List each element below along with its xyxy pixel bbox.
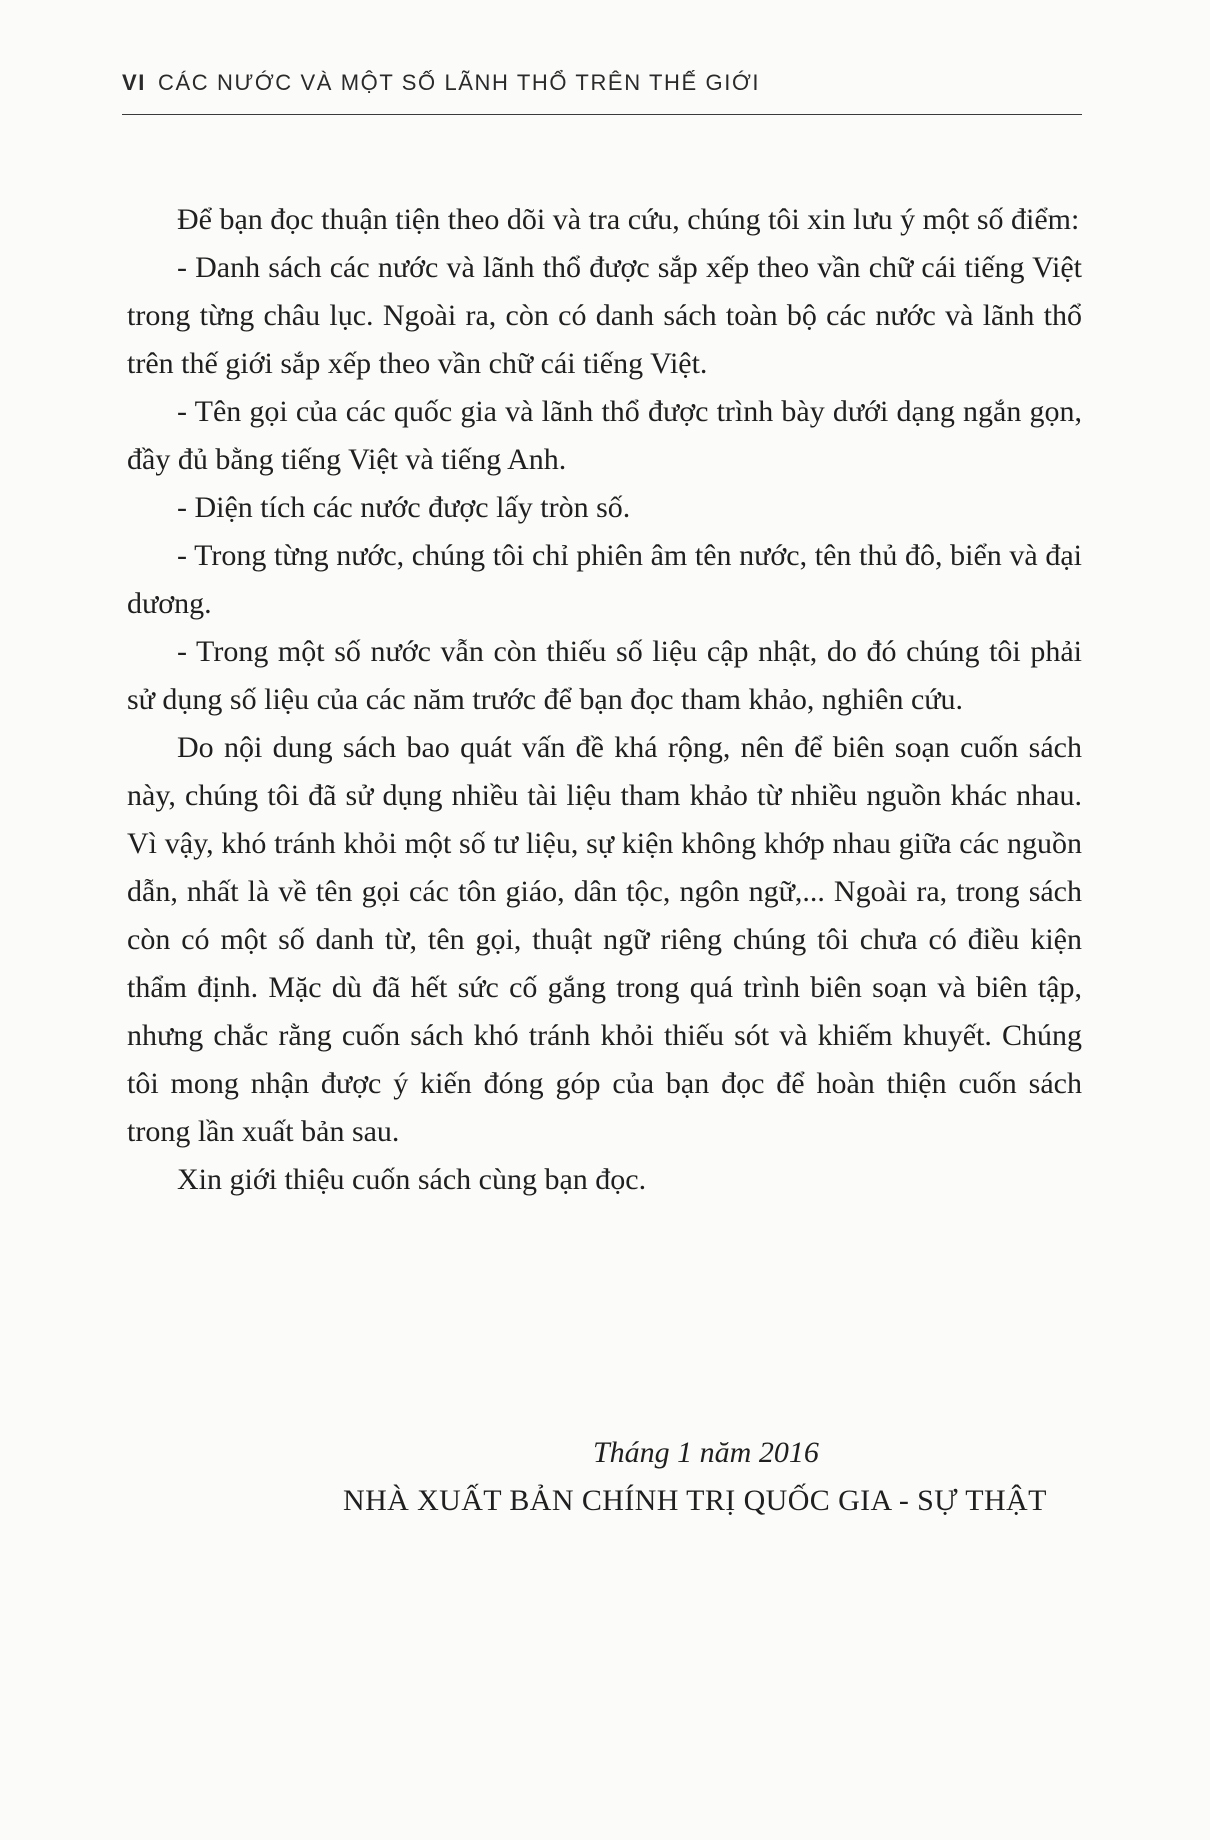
running-header xyxy=(122,70,1082,115)
paragraph-list-item: - Trong từng nước, chúng tôi chỉ phiên âm tên nước, tên thủ đô, biển và đại dương. xyxy=(127,539,1082,620)
running-title: CÁC NƯỚC VÀ MỘT SỐ LÃNH THỔ TRÊN THẾ GIỚI xyxy=(158,70,761,95)
paragraph-body: Do nội dung sách bao quát vấn đề khá rộng, nên để biên soạn cuốn sách này, chúng tôi đã sử dụng nhiều tài liệu tham khảo từ nhiều nguồn khác nhau. Vì vậy, khó tránh khỏi một số tư liệu, sự kiện không khớp nhau giữa các nguồn dẫn, nhất là về tên gọi các tôn giáo, dân tộc, ngôn ngữ,... Ngoài ra, trong sách còn có một số danh từ, tên gọi, thuật ngữ riêng chúng tôi chưa có điều kiện thẩm định. Mặc dù đã hết sức cố gắng trong quá trình biên soạn và biên tập, nhưng chắc rằng cuốn sách khó tránh khỏi thiếu sót và khiếm khuyết. Chúng tôi mong nhận được ý kiến đóng góp của bạn đọc để hoàn thiện cuốn sách trong lần xuất bản sau. xyxy=(127,731,1082,1148)
paragraph-list-item: - Danh sách các nước và lãnh thổ được sắp xếp theo vần chữ cái tiếng Việt trong từng châu lục. Ngoài ra, còn có danh sách toàn bộ các nước và lãnh thổ trên thế giới sắp xếp theo vần chữ cái tiếng Việt. xyxy=(127,251,1082,380)
paragraph-list-item: - Trong một số nước vẫn còn thiếu số liệu cập nhật, do đó chúng tôi phải sử dụng số liệu của các năm trước để bạn đọc tham khảo, nghiên cứu. xyxy=(127,635,1082,716)
paragraph-closing: Xin giới thiệu cuốn sách cùng bạn đọc. xyxy=(177,1163,647,1196)
paragraph-list-item: - Diện tích các nước được lấy tròn số. xyxy=(177,491,631,524)
page-number: VI xyxy=(122,70,146,95)
body-text xyxy=(127,196,1082,1204)
paragraph-list-item: - Tên gọi của các quốc gia và lãnh thổ được trình bày dưới dạng ngắn gọn, đầy đủ bằng tiếng Việt và tiếng Anh. xyxy=(127,395,1082,476)
paragraph-intro: Để bạn đọc thuận tiện theo dõi và tra cứu, chúng tôi xin lưu ý một số điểm: xyxy=(177,203,1080,236)
signature-date: Tháng 1 năm 2016 xyxy=(593,1436,819,1469)
signature-publisher: NHÀ XUẤT BẢN CHÍNH TRỊ QUỐC GIA - SỰ THẬT xyxy=(343,1484,1047,1517)
